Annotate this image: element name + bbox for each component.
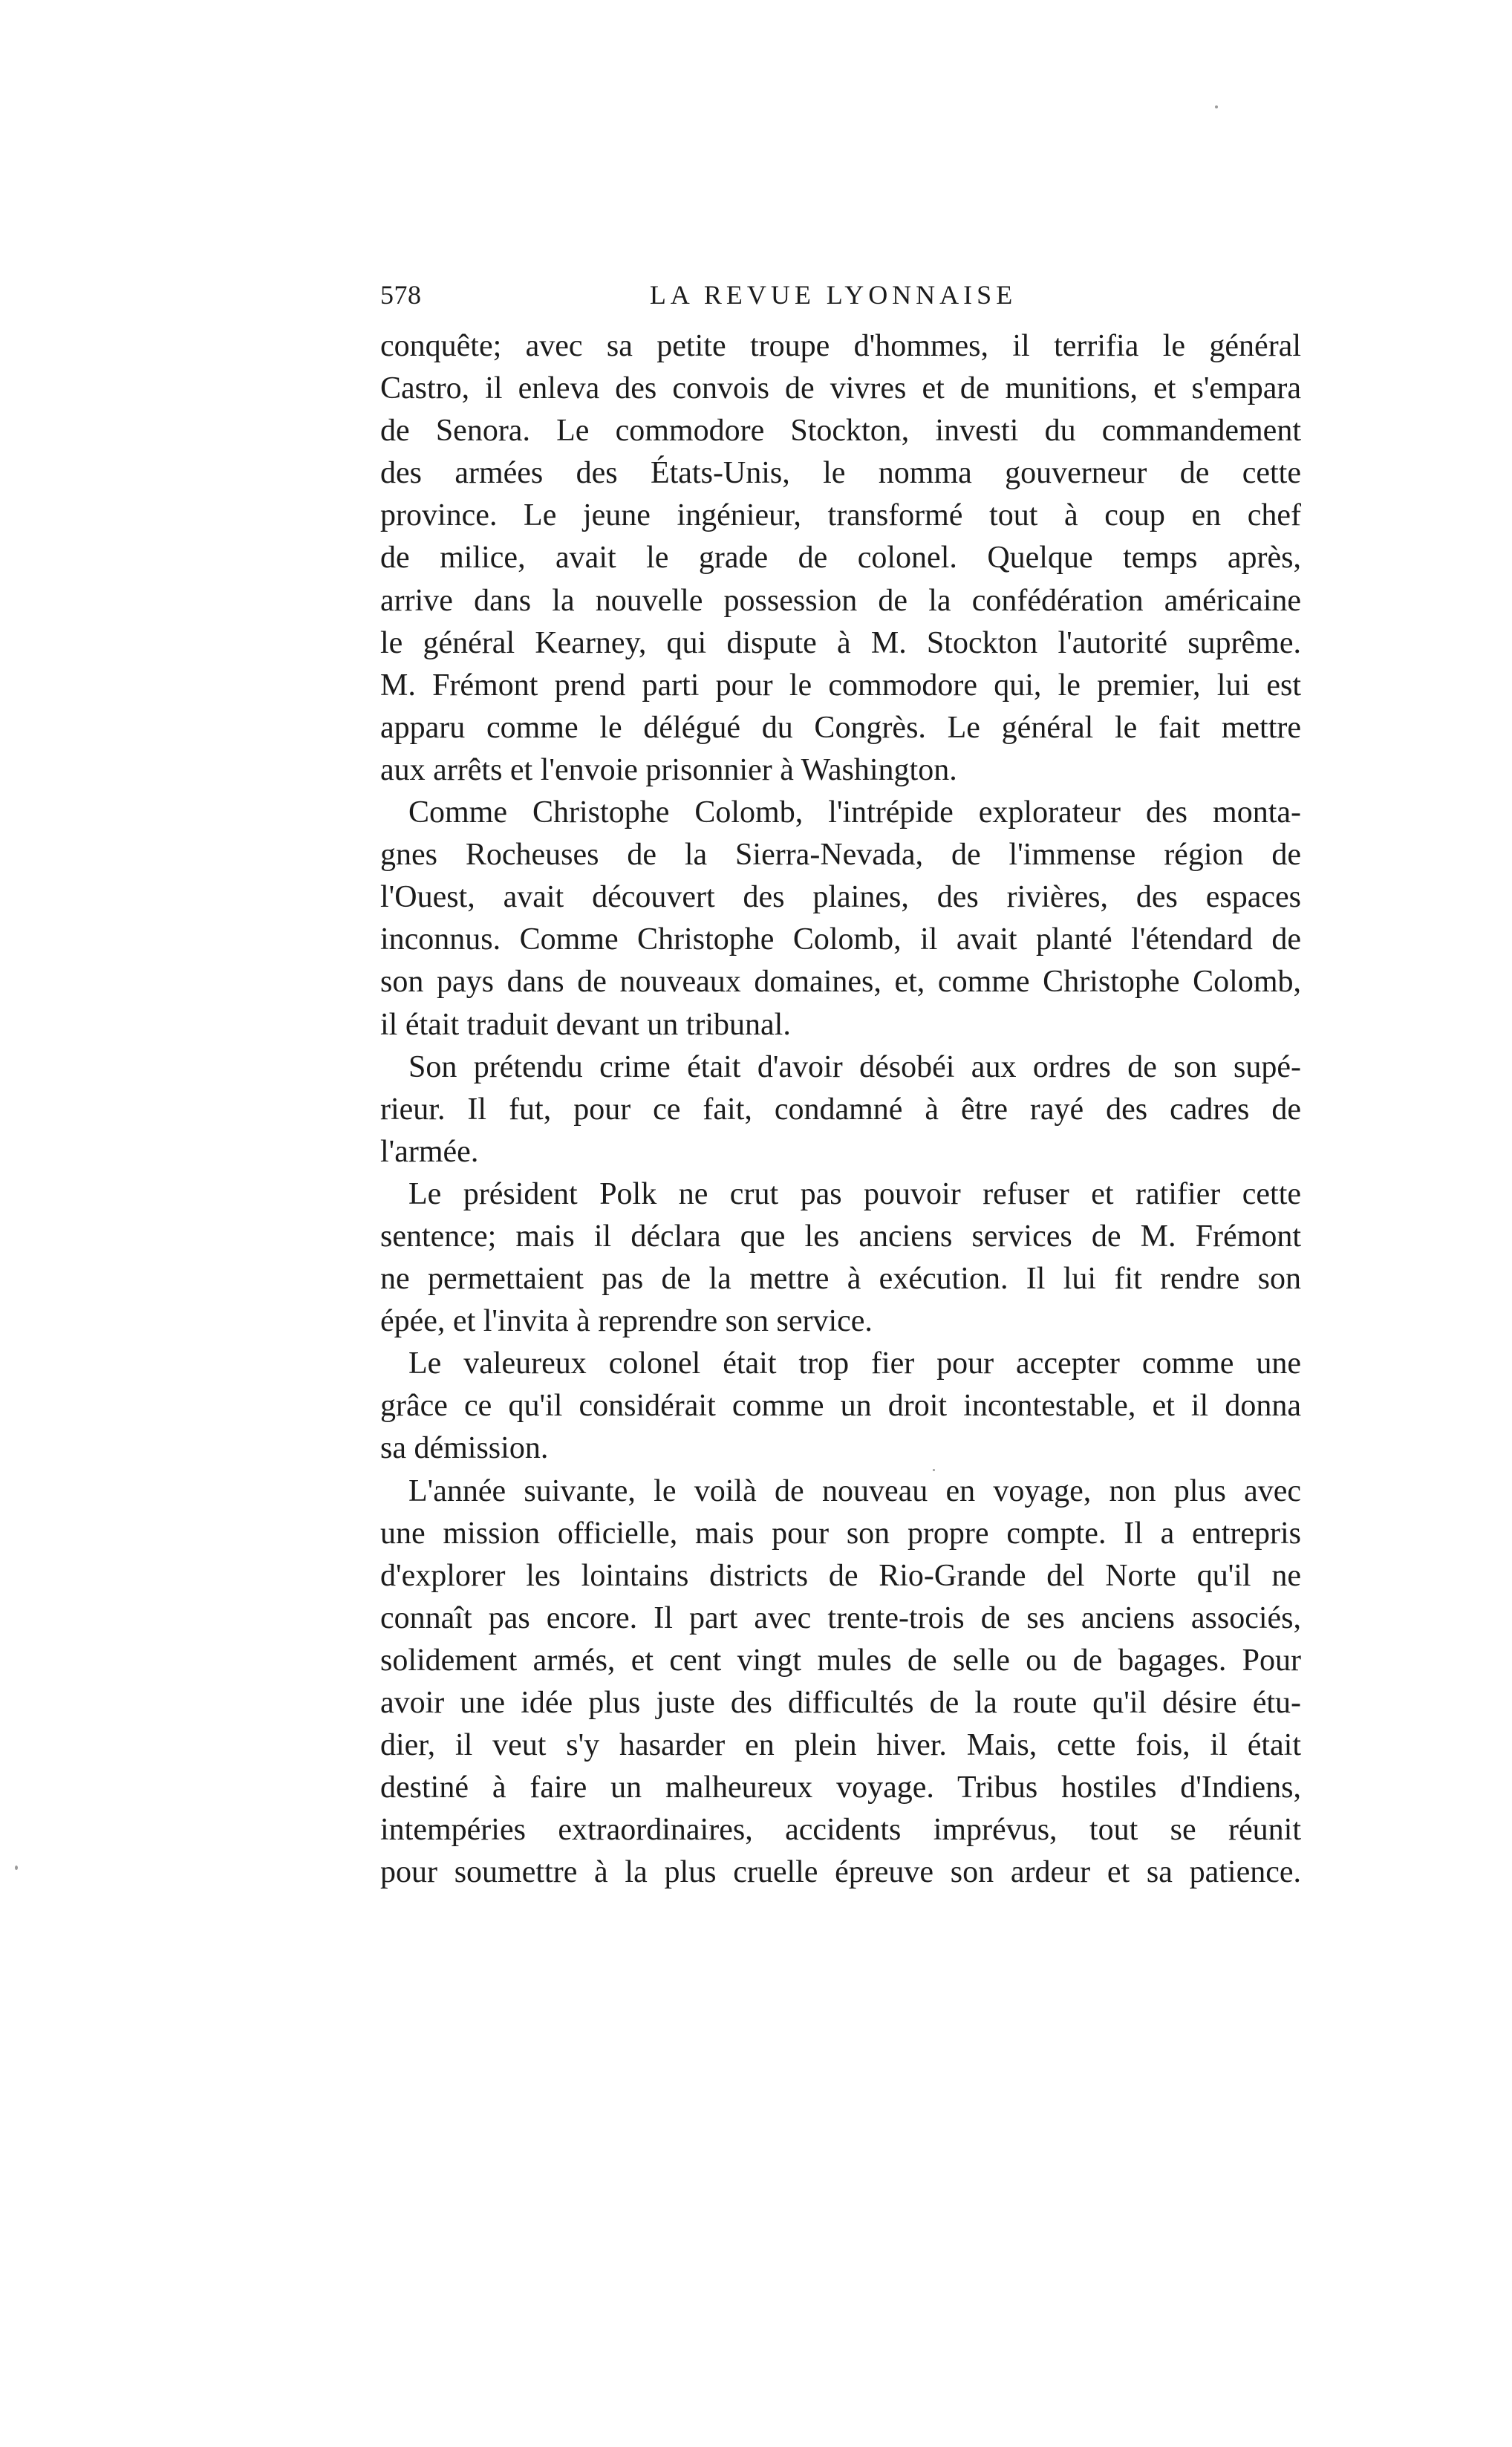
paragraph xyxy=(380,1046,1301,1173)
text-line: l'Ouest, avait découvert des plaines, des rivières, des espaces xyxy=(380,880,1301,915)
body-text xyxy=(380,325,1301,1894)
text-line: Le valeureux colonel était trop fier pour accepter comme une xyxy=(408,1346,1301,1381)
text-line: L'année suivante, le voilà de nouveau en voyage, non plus avec xyxy=(408,1473,1301,1508)
text-line: de milice, avait le grade de colonel. Quelque temps après, xyxy=(380,541,1301,576)
paragraph xyxy=(380,1173,1301,1343)
text-line: aux arrêts et l'envoie prisonnier à Washington. xyxy=(380,752,957,787)
text-line: Le président Polk ne crut pas pouvoir refuser et ratifier cette xyxy=(408,1176,1301,1211)
text-line: son pays dans de nouveaux domaines, et, comme Christophe Colomb, xyxy=(380,965,1301,1000)
paragraph xyxy=(380,325,1301,792)
text-line: de Senora. Le commodore Stockton, investi du commandement xyxy=(380,414,1301,449)
text-line: apparu comme le délégué du Congrès. Le général le fait mettre xyxy=(380,710,1301,745)
text-line: inconnus. Comme Christophe Colomb, il avait planté l'étendard de xyxy=(380,922,1301,957)
paper-speck xyxy=(933,1469,935,1471)
paragraph xyxy=(380,1343,1301,1470)
paragraph xyxy=(380,792,1301,1046)
text-line: solidement armés, et cent vingt mules de selle ou de bagages. Pour xyxy=(380,1643,1301,1678)
text-line: d'explorer les lointains districts de Rio-Grande del Norte qu'il ne xyxy=(380,1558,1301,1593)
text-line: sa démission. xyxy=(380,1431,549,1466)
running-title: LA REVUE LYONNAISE xyxy=(649,280,1017,310)
text-line: province. Le jeune ingénieur, transformé tout à coup en chef xyxy=(380,498,1301,533)
text-line: conquête; avec sa petite troupe d'hommes, il terrifia le général xyxy=(380,329,1301,363)
text-line: Comme Christophe Colomb, l'intrépide explorateur des monta- xyxy=(408,795,1301,830)
text-line: dier, il veut s'y hasarder en plein hiver. Mais, cette fois, il était xyxy=(380,1728,1301,1763)
page-number: 578 xyxy=(380,280,422,310)
text-line: Son prétendu crime était d'avoir désobéi aux ordres de son supé- xyxy=(408,1049,1301,1084)
paper-speck xyxy=(15,1866,18,1870)
text-line: intempéries extraordinaires, accidents imprévus, tout se réunit xyxy=(380,1813,1301,1848)
text-line: gnes Rocheuses de la Sierra-Nevada, de l'immense région de xyxy=(380,838,1301,873)
text-line: ne permettaient pas de la mettre à exécution. Il lui fit rendre son xyxy=(380,1262,1301,1297)
text-line: épée, et l'invita à reprendre son service. xyxy=(380,1304,873,1339)
text-line: Castro, il enleva des convois de vivres et de munitions, et s'empara xyxy=(380,371,1301,406)
paper-speck xyxy=(1215,105,1218,108)
text-line: rieur. Il fut, pour ce fait, condamné à être rayé des cadres de xyxy=(380,1092,1301,1127)
text-line: l'armée. xyxy=(380,1134,479,1169)
text-line: sentence; mais il déclara que les anciens services de M. Frémont xyxy=(380,1219,1301,1254)
text-line: il était traduit devant un tribunal. xyxy=(380,1007,791,1042)
text-line: destiné à faire un malheureux voyage. Tribus hostiles d'Indiens, xyxy=(380,1770,1301,1805)
text-line: avoir une idée plus juste des difficultés de la route qu'il désire étu- xyxy=(380,1686,1301,1720)
text-line: pour soumettre à la plus cruelle épreuve son ardeur et sa patience. xyxy=(380,1855,1301,1890)
text-line: M. Frémont prend parti pour le commodore qui, le premier, lui est xyxy=(380,668,1301,703)
text-line: une mission officielle, mais pour son propre compte. Il a entrepris xyxy=(380,1516,1301,1551)
text-line: le général Kearney, qui dispute à M. Stockton l'autorité suprême. xyxy=(380,625,1301,660)
text-line: grâce ce qu'il considérait comme un droit incontestable, et il donna xyxy=(380,1389,1301,1424)
text-line: des armées des États-Unis, le nomma gouverneur de cette xyxy=(380,456,1301,491)
paragraph xyxy=(380,1470,1301,1894)
page-header xyxy=(380,279,1301,321)
text-line: connaît pas encore. Il part avec trente-trois de ses anciens associés, xyxy=(380,1600,1301,1635)
text-line: arrive dans la nouvelle possession de la confédération américaine xyxy=(380,583,1301,618)
